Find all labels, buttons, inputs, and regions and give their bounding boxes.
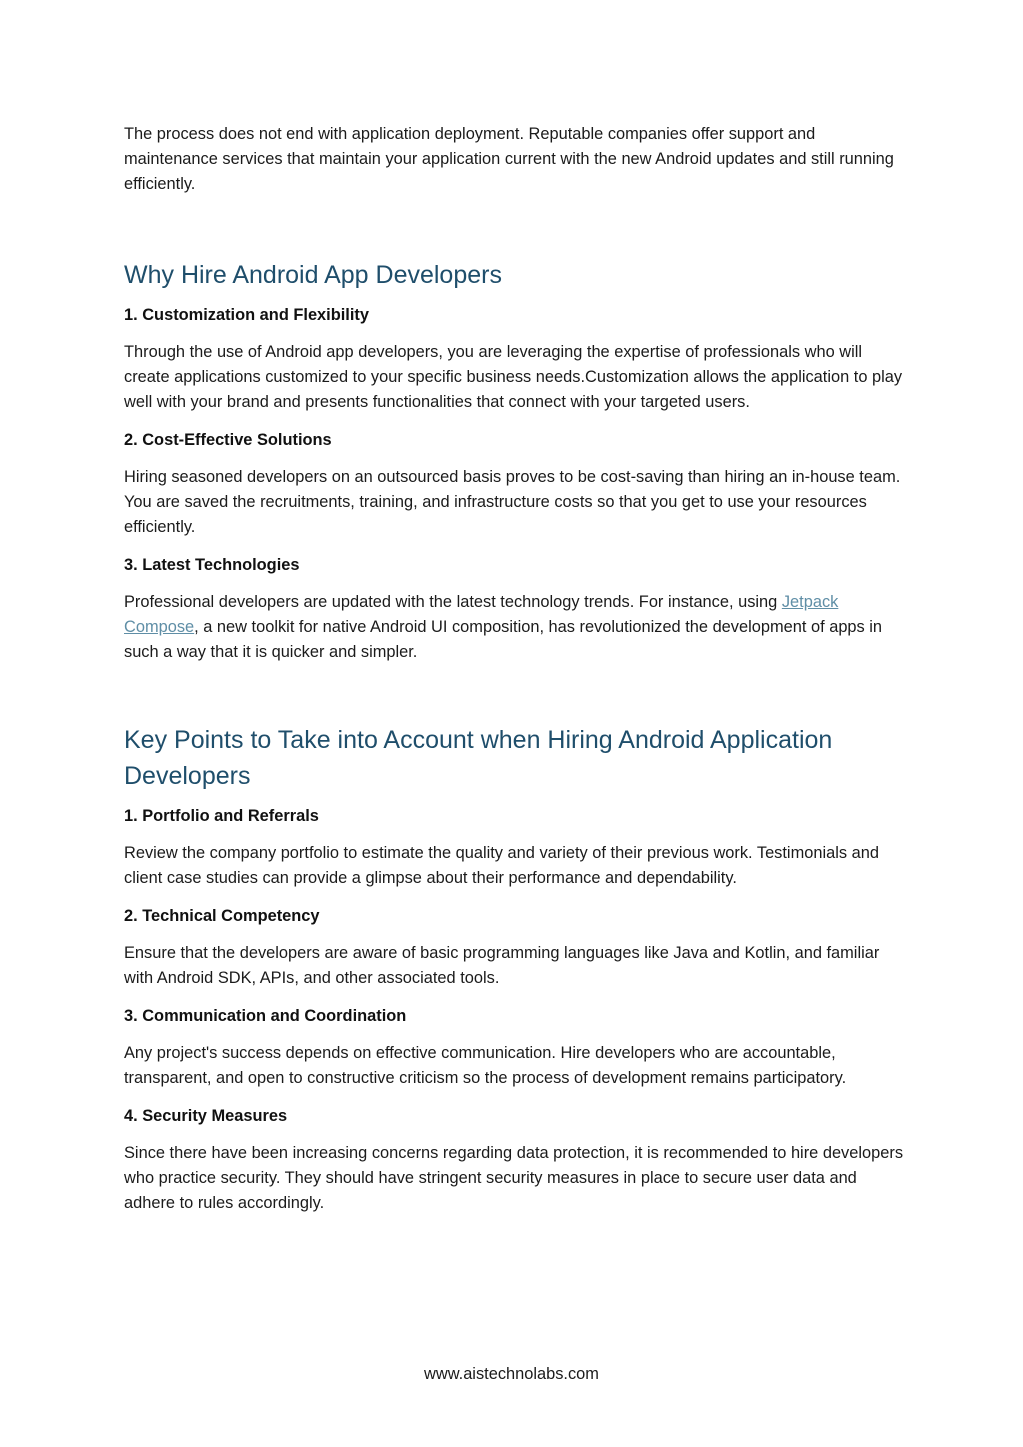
paragraph-text-after-link: , a new toolkit for native Android UI composition, has revolutionized the development of apps in such a way that it is quicker and simpler. <box>124 618 883 661</box>
jetpack-compose-link[interactable]: Jetpack Compose <box>124 593 839 636</box>
subheading-customization: 1. Customization and Flexibility <box>124 306 369 324</box>
paragraph-security: Since there have been increasing concerns regarding data protection, it is recommended to hire developers who practice security. They should have stringent security measures in place to secure user data and adhere to rules accordingly. <box>124 1144 904 1212</box>
section-heading-why-hire: Why Hire Android App Developers <box>124 261 502 289</box>
intro-paragraph: The process does not end with application deployment. Reputable companies offer support and maintenance services that maintain your application current with the new Android updates and still running efficiently. <box>124 125 894 193</box>
subheading-latest-technologies: 3. Latest Technologies <box>124 556 300 574</box>
subheading-technical-competency: 2. Technical Competency <box>124 907 320 925</box>
why-hire-section <box>124 257 904 665</box>
key-points-section <box>124 722 904 1216</box>
paragraph-technical-competency: Ensure that the developers are aware of basic programming languages like Java and Kotlin, and familiar with Android SDK, APIs, and other associated tools. <box>124 944 880 987</box>
footer-website: www.aistechnolabs.com <box>424 1365 599 1383</box>
subheading-security: 4. Security Measures <box>124 1107 288 1125</box>
section-heading-key-points: Key Points to Take into Account when Hiring Android Application Developers <box>124 726 833 790</box>
subheading-portfolio: 1. Portfolio and Referrals <box>124 807 319 825</box>
subheading-cost-effective: 2. Cost-Effective Solutions <box>124 431 332 449</box>
paragraph-portfolio: Review the company portfolio to estimate the quality and variety of their previous work. Testimonials and client case studies can provide a glimpse about their performance and dependability. <box>124 844 879 887</box>
paragraph-cost-effective: Hiring seasoned developers on an outsourced basis proves to be cost-saving than hiring an in-house team. You are saved the recruitments, training, and infrastructure costs so that you get to use your resources efficiently. <box>124 468 901 536</box>
paragraph-communication: Any project's success depends on effective communication. Hire developers who are accountable, transparent, and open to constructive criticism so the process of development remains participatory. <box>124 1044 847 1087</box>
document-page <box>124 122 904 1229</box>
paragraph-text-before-link: Professional developers are updated with the latest technology trends. For instance, using <box>124 593 782 611</box>
paragraph-latest-technologies <box>124 590 904 665</box>
paragraph-customization: Through the use of Android app developers, you are leveraging the expertise of professionals who will create applications customized to your specific business needs.Customization allows the application to play well with your brand and presents functionalities that connect with your targeted users. <box>124 343 903 411</box>
subheading-communication: 3. Communication and Coordination <box>124 1007 407 1025</box>
